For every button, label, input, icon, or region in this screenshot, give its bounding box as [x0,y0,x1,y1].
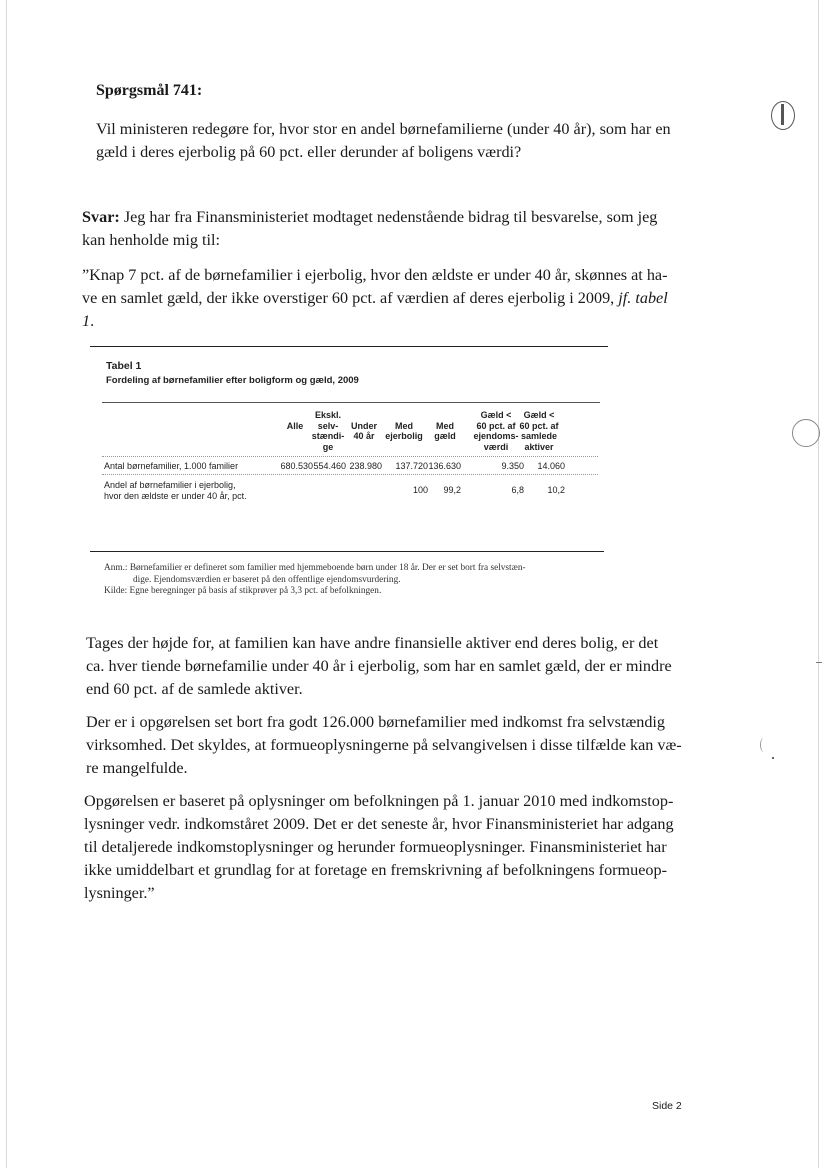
paragraph-line: til detaljerede indkomstoplysninger og herunder formueoplysninger. Finansministeriet har [84,838,667,856]
table-subtitle: Fordeling af børnefamilier efter boligform og gæld, 2009 [106,375,359,386]
table-column-header-line: 60 pct. af [476,420,516,431]
table-column-header [378,410,430,452]
table-column-header-line: 60 pct. af [519,420,559,431]
quote-line [82,310,692,333]
quote-line: ”Knap 7 pct. af de børnefamilier i ejerbolig, hvor den ældste er under 40 år, skønnes at ha- [82,266,668,284]
scan-edge-left [6,0,7,1168]
binder-hole-mark-2 [792,419,820,447]
table-column-header-line: ge [322,441,334,452]
table-column-header [427,410,463,452]
table-column-header-line: selv- [317,420,339,431]
scan-tick [816,662,822,663]
table-column-header-line: Med [395,420,413,431]
table-column-header-line: stændi- [311,431,345,441]
table-1 [90,346,608,556]
question-line: gæld i deres ejerbolig på 60 pct. eller derunder af boligens værdi? [96,143,522,161]
paragraph-line: Opgørelsen er baseret på oplysninger om befolkningen på 1. januar 2010 med indkomstop- [84,792,674,810]
table-column-header-line: Gæld < [523,410,555,420]
paragraph-line: ikke umiddelbart et grundlag for at foretage en fremskrivning af befolkningens formueop- [84,861,668,879]
table-column-header-line: Med [436,420,454,431]
note-kilde: Kilde: Egne beregninger på basis af stikprøver på 3,3 pct. af befolkningen. [104,586,382,596]
table-column-header-line [378,410,430,421]
note-anm: Anm.: Børnefamilier er defineret som familier med hjemmeboende børn under 18 år. Der er set bort fra selvstæn- [104,563,526,573]
table-cell: 137.720 [395,461,428,471]
quote-paragraph [82,264,692,333]
quote-line-italic: 1 [82,312,91,330]
paragraph-line: end 60 pct. af de samlede aktiver. [86,680,303,698]
table-column-header-line: værdi [483,441,509,452]
scan-speck [760,738,767,752]
table-column-header-line: ejendoms- [473,431,519,441]
table-column-header-line: Ekskl. [314,410,342,420]
table-cell: 554.460 [313,461,346,471]
table-column-header-line: 40 år [353,431,375,441]
table-row-divider [102,474,598,475]
quote-line-plain: ve en samlet gæld, der ikke overstiger 60 pct. af værdien af deres ejerbolig i 2009, [82,289,615,307]
table-column-header-line: Gæld < [480,410,512,420]
page-number: Side 2 [652,1100,682,1112]
table-top-rule [90,346,608,347]
paragraph-line: virksomhed. Det skyldes, at formueoplysningerne på selvangivelsen i disse tilfælde kan væ- [86,736,682,754]
note-anm-cont: dige. Ejendomsværdien er baseret på den offentlige ejendomsvurdering. [133,574,401,585]
answer-label: Svar: [82,208,120,226]
paragraph-line: ca. hver tiende børnefamilie under 40 år i ejerbolig, som har en samlet gæld, der er mindre [86,657,672,675]
table-row-label [104,461,274,472]
table-row-label-line: Antal børnefamilier, 1.000 familier [104,461,239,471]
binder-hole-bar [781,104,784,125]
table-cell: 99,2 [443,485,461,495]
quote-line-italic: jf. tabel [614,289,668,307]
table-column-header-line: ejerbolig [385,431,423,441]
paragraph-line: lysninger.” [84,884,155,902]
table-title-rule [102,402,600,403]
table-notes [104,563,604,598]
scan-speck-dot [772,757,774,759]
quote-line [82,287,692,310]
answer-intro [82,206,692,252]
answer-line-rest: Jeg har fra Finansministeriet modtaget nedenstående bidrag til besvarelse, som jeg [119,208,658,226]
table-cell: 14.060 [537,461,565,471]
table-column-header-line: samlede [520,431,558,441]
quote-line-plain: . [90,312,95,330]
table-cell: 680.530 [280,461,313,471]
table-column-header [511,410,567,452]
table-row-label [104,480,274,501]
table-row-label-line: Andel af børnefamilier i ejerbolig, [104,480,236,490]
question-heading: Spørgsmål 741: [96,82,203,99]
table-column-header-line: Alle [286,420,304,431]
table-column-header-line: aktiver [524,441,554,452]
paragraph-3 [84,790,694,905]
paragraph-line: re mangelfulde. [86,759,188,777]
table-column-header-line [427,442,463,453]
table-column-header-line [427,410,463,421]
paragraph-line: Tages der højde for, at familien kan have andre finansielle aktiver end deres bolig, er det [86,634,659,652]
table-cell: 136.630 [428,461,461,471]
question-line: Vil ministeren redegøre for, hvor stor en andel børnefamilierne (under 40 år), som har en [96,120,671,138]
table-header-rule [102,456,598,457]
table-cell: 10,2 [547,485,565,495]
table-column-header [308,410,348,452]
paragraph-2 [86,711,696,780]
table-column-header-line: gæld [434,431,456,441]
table-title: Tabel 1 [106,360,142,372]
table-cell: 238.980 [349,461,382,471]
table-column-header-line [378,442,430,453]
paragraph-line: lysninger vedr. indkomståret 2009. Det er det seneste år, hvor Finansministeriet har adgang [84,815,674,833]
table-cell: 9.350 [501,461,524,471]
paragraph-1 [86,632,696,701]
table-cell: 6,8 [511,485,524,495]
question-text [96,118,696,164]
scan-edge-right [818,0,819,1168]
table-row-label-line: hvor den ældste er under 40 år, pct. [104,490,247,501]
answer-line [82,206,692,229]
table-bottom-rule [90,551,604,552]
table-column-header-line: Under [350,420,377,431]
table-cell: 100 [412,485,428,495]
paragraph-line: Der er i opgørelsen set bort fra godt 126.000 børnefamilier med indkomst fra selvstændig [86,713,666,731]
answer-line: kan henholde mig til: [82,231,221,249]
